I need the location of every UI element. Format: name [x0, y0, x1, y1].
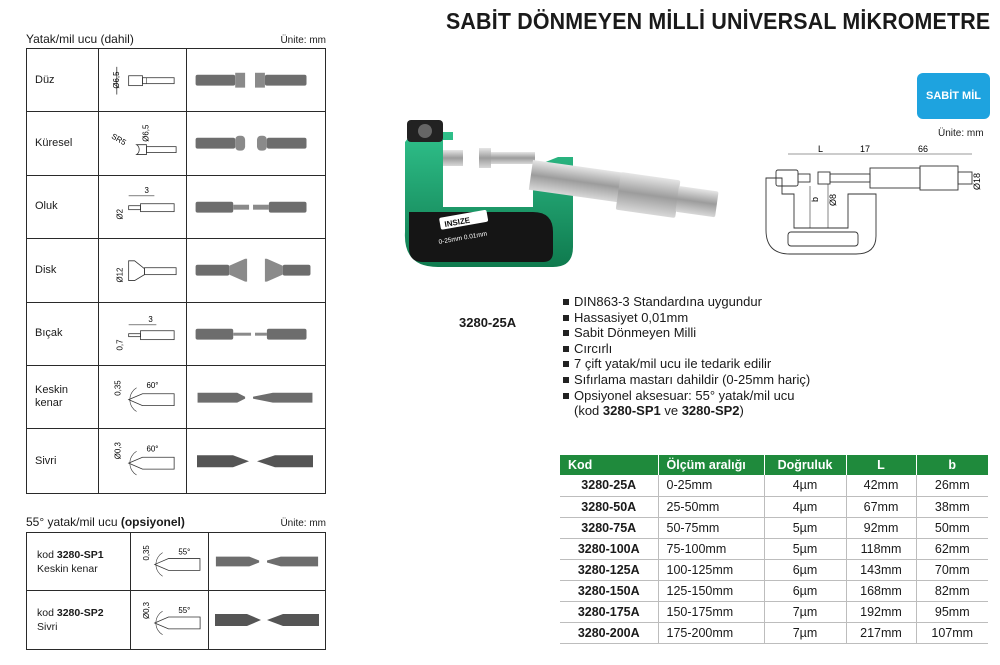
optional-heading: 55° yatak/mil ucu (opsiyonel) [26, 515, 185, 529]
optional-name: kod 3280-SP2 Sivri [27, 591, 131, 649]
sp1-tip-photo [209, 533, 325, 590]
svg-text:55°: 55° [178, 547, 191, 557]
model-number: 3280-25A [459, 315, 517, 330]
feature-item: DIN863-3 Standardına uygundur [563, 294, 810, 310]
feature-list [563, 294, 810, 419]
tip-name: Disk [27, 239, 99, 301]
pointed-tip-photo [187, 429, 325, 492]
spec-header-kod: Kod [560, 455, 658, 475]
tips-header [26, 30, 326, 46]
spec-header-accuracy: Doğruluk [764, 455, 846, 475]
groove-tip-drawing [99, 176, 186, 238]
spec-header-row [560, 455, 988, 475]
svg-text:66: 66 [918, 144, 929, 154]
tip-drawing-kuresel [99, 112, 187, 174]
optional-row-sp2 [27, 591, 325, 649]
sharp-edge-tip-photo [187, 366, 325, 428]
tip-drawing-keskin-kenar [99, 366, 187, 428]
tip-drawing-bicak [99, 303, 187, 365]
feature-item: Sabit Dönmeyen Milli [563, 325, 810, 341]
svg-text:INSIZE: INSIZE [443, 215, 471, 229]
blade-tip-photo [187, 303, 325, 365]
tip-photo-oluk [187, 176, 325, 238]
tip-row-duz [27, 49, 325, 112]
sharp-edge-tip-drawing [99, 366, 186, 428]
disk-tip-photo [187, 239, 325, 301]
tip-photo-sivri [187, 429, 325, 492]
svg-text:Ø2: Ø2 [115, 208, 125, 220]
optional-tips-table [26, 532, 326, 650]
tip-row-bicak [27, 303, 325, 366]
tip-row-kuresel [27, 112, 325, 175]
table-row: 3280-175A 150-175mm 7µm 192mm 95mm [560, 601, 988, 622]
spec-header-b: b [916, 455, 988, 475]
tip-row-keskin-kenar [27, 366, 325, 429]
tip-name: Oluk [27, 176, 99, 238]
tip-drawing-oluk [99, 176, 187, 238]
svg-text:60°: 60° [146, 380, 159, 390]
table-row: 3280-50A 25-50mm 4µm 67mm 38mm [560, 496, 988, 517]
table-row: 3280-25A 0-25mm 4µm 42mm 26mm [560, 475, 988, 496]
svg-text:60°: 60° [146, 444, 159, 454]
feature-item: Cırcırlı [563, 341, 810, 357]
tip-row-sivri [27, 429, 325, 492]
tip-photo-keskin-kenar [187, 366, 325, 428]
tips-unit: Ünite: mm [280, 35, 326, 46]
flat-tip-photo [187, 49, 325, 111]
svg-text:Ø6,5: Ø6,5 [111, 71, 121, 89]
tip-row-oluk [27, 176, 325, 239]
optional-photo-sp2 [209, 591, 325, 649]
tip-photo-kuresel [187, 112, 325, 174]
tip-name: Sivri [27, 429, 99, 492]
spec-table [560, 455, 988, 644]
svg-text:Ø0,3: Ø0,3 [141, 601, 151, 620]
tip-name: Bıçak [27, 303, 99, 365]
flat-tip-drawing [99, 49, 186, 111]
tip-photo-disk [187, 239, 325, 301]
optional-photo-sp1 [209, 533, 325, 590]
table-row: 3280-150A 125-150mm 6µm 168mm 82mm [560, 580, 988, 601]
blade-tip-drawing [99, 303, 186, 365]
table-row: 3280-75A 50-75mm 5µm 92mm 50mm [560, 517, 988, 538]
table-row: 3280-125A 100-125mm 6µm 143mm 70mm [560, 559, 988, 580]
spec-header-l: L [846, 455, 916, 475]
right-unit: Ünite: mm [938, 128, 984, 139]
svg-text:0,35: 0,35 [113, 380, 123, 396]
table-row: 3280-100A 75-100mm 5µm 118mm 62mm [560, 538, 988, 559]
optional-header [26, 513, 326, 529]
sp2-tip-photo [209, 591, 325, 649]
svg-text:L: L [818, 144, 824, 154]
optional-unit: Ünite: mm [280, 518, 326, 529]
feature-item: Opsiyonel aksesuar: 55° yatak/mil ucu [563, 388, 810, 404]
fixed-spindle-badge: SABİT MİL [917, 73, 990, 119]
svg-text:0,7: 0,7 [115, 339, 125, 351]
spec-header-range: Ölçüm aralığı [658, 455, 764, 475]
svg-text:0,35: 0,35 [141, 545, 151, 561]
table-row: 3280-200A 175-200mm 7µm 217mm 107mm [560, 622, 988, 643]
tip-name: Küresel [27, 112, 99, 174]
disk-tip-drawing [99, 239, 186, 301]
tip-name: Düz [27, 49, 99, 111]
micrometer-product-photo [383, 112, 743, 282]
groove-tip-photo [187, 176, 325, 238]
svg-text:3: 3 [148, 314, 153, 324]
tip-name: Keskin kenar [27, 366, 99, 428]
tip-photo-bicak [187, 303, 325, 365]
feature-item: Sıfırlama mastarı dahildir (0-25mm hariç) [563, 372, 810, 388]
svg-text:0-25mm 0.01mm: 0-25mm 0.01mm [438, 230, 488, 246]
optional-drawing-sp2 [131, 591, 209, 649]
svg-text:3: 3 [144, 185, 149, 195]
tips-heading: Yatak/mil ucu (dahil) [26, 32, 134, 46]
spherical-tip-drawing [99, 112, 186, 174]
sp2-tip-drawing [131, 591, 208, 649]
spherical-tip-photo [187, 112, 325, 174]
svg-text:b: b [810, 196, 820, 202]
feature-kod-line: (kod 3280-SP1 ve 3280-SP2) [574, 403, 744, 419]
feature-item: Hassasiyet 0,01mm [563, 310, 810, 326]
included-tips-section [26, 30, 326, 494]
optional-row-sp1 [27, 533, 325, 591]
svg-text:Ø12: Ø12 [115, 267, 125, 283]
svg-text:Ø18: Ø18 [972, 172, 982, 190]
tip-row-disk [27, 239, 325, 302]
tip-drawing-disk [99, 239, 187, 301]
optional-name: kod 3280-SP1 Keskin kenar [27, 533, 131, 590]
tips-table [26, 48, 326, 494]
svg-text:55°: 55° [178, 606, 191, 616]
feature-item: 7 çift yatak/mil ucu ile tedarik edilir [563, 356, 810, 372]
dimension-drawing [748, 144, 990, 264]
svg-text:SR5: SR5 [109, 132, 128, 148]
svg-text:Ø6,5: Ø6,5 [141, 124, 151, 143]
svg-text:17: 17 [860, 144, 871, 154]
sp1-tip-drawing [131, 533, 208, 590]
optional-drawing-sp1 [131, 533, 209, 590]
page-title: SABİT DÖNMEYEN MİLLİ UNİVERSAL MİKROMETRE [445, 8, 990, 34]
pointed-tip-drawing [99, 429, 186, 492]
svg-text:Ø0,3: Ø0,3 [113, 442, 123, 460]
tip-drawing-duz [99, 49, 187, 111]
tip-photo-duz [187, 49, 325, 111]
tip-drawing-sivri [99, 429, 187, 492]
optional-tips-section [26, 513, 326, 650]
svg-text:Ø8: Ø8 [828, 193, 838, 206]
